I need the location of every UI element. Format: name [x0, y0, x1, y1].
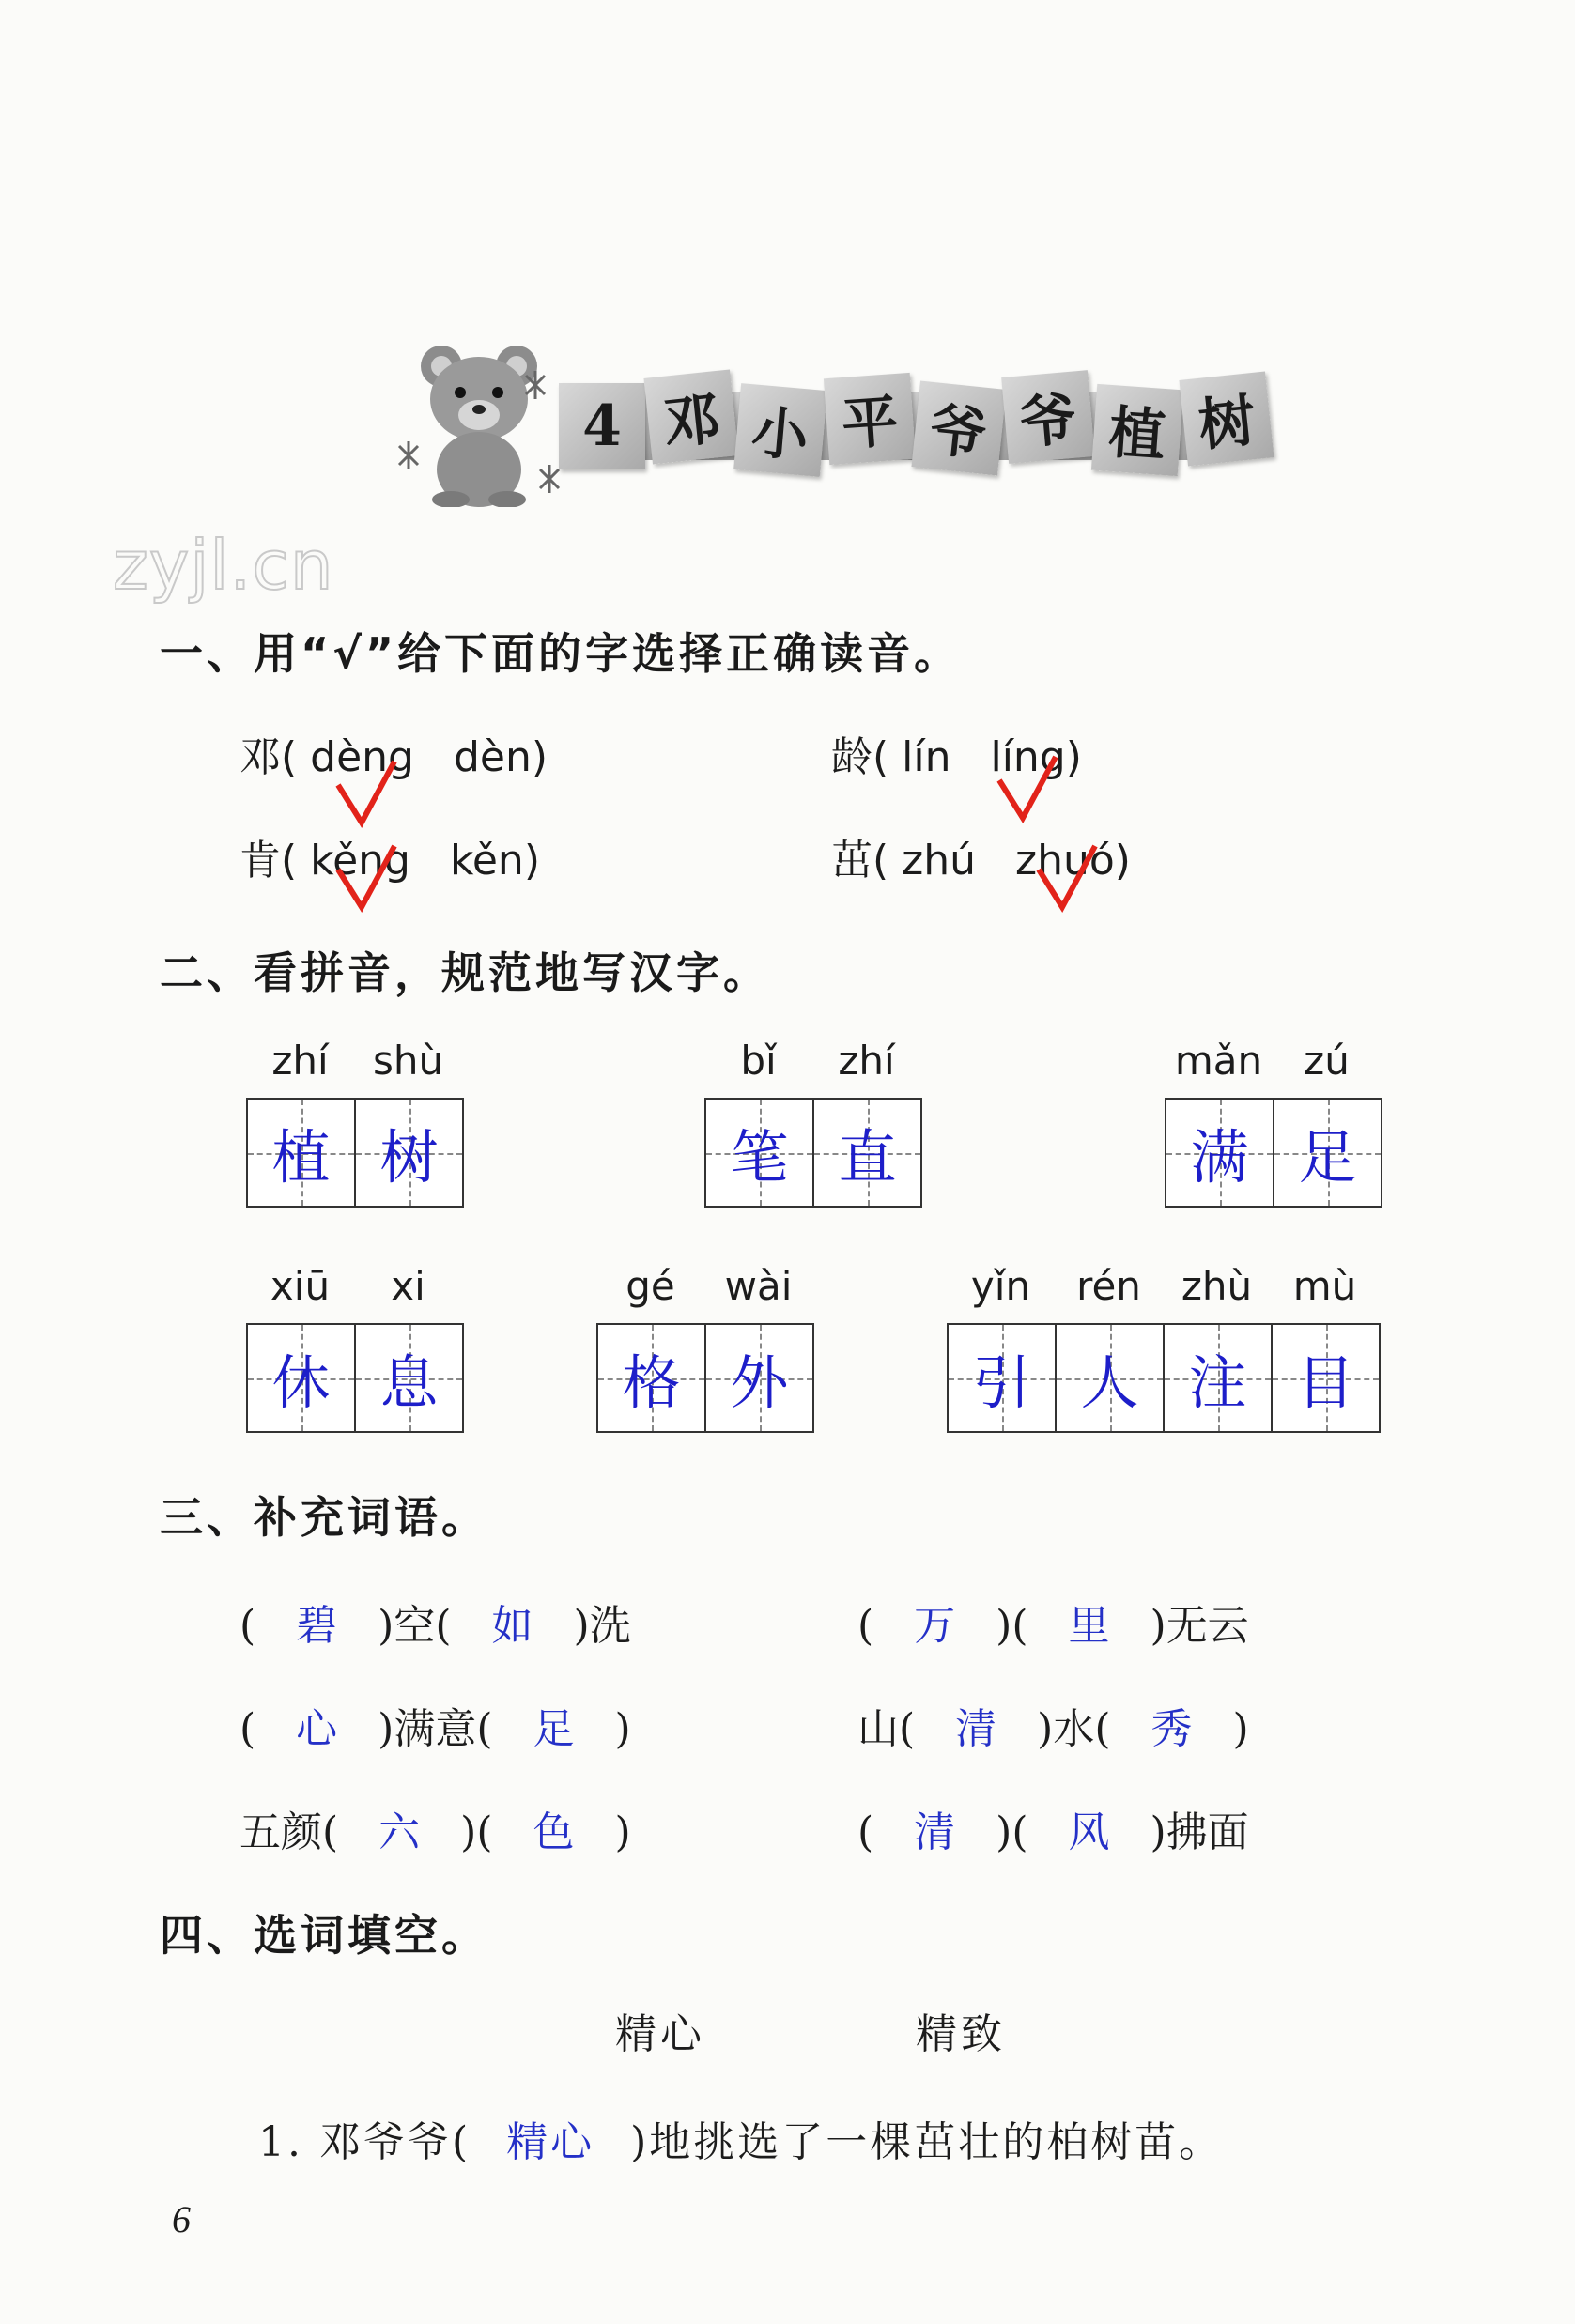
pinyin-label: xiū	[270, 1263, 331, 1309]
pinyin-option[interactable]: zhú	[902, 837, 977, 885]
writing-box[interactable]: 外	[704, 1325, 812, 1431]
idiom-text: 无云	[1166, 1602, 1249, 1650]
title-char: 爷	[1001, 370, 1095, 464]
writing-word	[704, 1038, 922, 1208]
answer-blank[interactable]: 心	[296, 1705, 338, 1753]
answer-blank[interactable]: 万	[914, 1602, 956, 1650]
idiom-text: 空	[394, 1602, 436, 1650]
idiom-text: 拂面	[1166, 1808, 1249, 1856]
pinyin-label: gé	[625, 1263, 675, 1309]
pinyin-option[interactable]: lín	[902, 733, 951, 781]
idiom-text: 满意	[394, 1705, 477, 1753]
pinyin-label: zhí	[838, 1038, 895, 1084]
pinyin-choice-item: 龄( lín líng )	[831, 723, 1082, 783]
idiom-text: 洗	[589, 1602, 631, 1650]
answer-blank[interactable]: 风	[1068, 1808, 1110, 1856]
watermark: zyjl.cn	[113, 526, 334, 605]
pinyin-choice-item: 邓( dèng dèn)	[239, 723, 548, 783]
writing-box[interactable]: 树	[354, 1100, 462, 1206]
pinyin-choice-item: 肯( kěng kěn)	[239, 826, 540, 886]
pinyin-label: shù	[372, 1038, 444, 1084]
writing-box[interactable]: 注	[1163, 1325, 1271, 1431]
question-char: 邓	[239, 733, 281, 781]
title-char: 平	[824, 373, 916, 465]
title-char: 树	[1179, 371, 1274, 466]
title-char: 邓	[643, 369, 738, 464]
writing-box[interactable]: 人	[1055, 1325, 1163, 1431]
idiom-text: 五颜	[239, 1808, 322, 1856]
pinyin-option[interactable]: zhuó	[1015, 837, 1115, 885]
idiom-fill-row: ( 心 )满意( 足 )	[239, 1695, 631, 1755]
pinyin-label: rén	[1076, 1263, 1141, 1309]
answer-blank[interactable]: 如	[491, 1602, 533, 1650]
sentence-question	[258, 2108, 1223, 2168]
section-4-title: 四、选词填空。	[160, 1910, 488, 1961]
section-1-title: 一、用“√”给下面的字选择正确读音。	[160, 628, 962, 679]
idiom-fill-row: ( 清 )( 风 )拂面	[857, 1798, 1249, 1858]
pinyin-label: zhí	[271, 1038, 329, 1084]
writing-box[interactable]: 格	[598, 1325, 704, 1431]
answer-blank[interactable]: 碧	[296, 1602, 338, 1650]
idiom-fill-row: 五颜( 六 )( 色 )	[239, 1798, 631, 1858]
writing-box[interactable]: 目	[1271, 1325, 1379, 1431]
idiom-fill-row: ( 碧 )空( 如 )洗	[239, 1592, 631, 1652]
page-number: 6	[172, 2198, 191, 2240]
pinyin-option[interactable]: kěn	[449, 837, 524, 885]
writing-word	[1165, 1038, 1382, 1208]
title-char: 植	[1091, 384, 1183, 476]
writing-word	[246, 1263, 464, 1433]
writing-word	[947, 1263, 1381, 1433]
title-char: 小	[733, 383, 827, 477]
writing-box[interactable]: 满	[1166, 1100, 1273, 1206]
section-3-title: 三、补充词语。	[160, 1492, 488, 1543]
pinyin-label: xi	[391, 1263, 425, 1309]
answer-blank[interactable]: 清	[914, 1808, 956, 1856]
pinyin-label: bǐ	[740, 1038, 777, 1084]
idiom-fill-row: 山( 清 )水( 秀 )	[857, 1695, 1249, 1755]
pinyin-option[interactable]: dèn	[453, 733, 532, 781]
word-choice: 精心	[615, 2010, 705, 2058]
pinyin-label: zú	[1304, 1038, 1350, 1084]
pinyin-option[interactable]: dèng	[310, 733, 414, 781]
pinyin-label: mù	[1292, 1263, 1357, 1309]
title-number: 4	[559, 383, 645, 469]
title-char: 爷	[911, 380, 1006, 475]
question-char: 龄	[831, 733, 872, 781]
pinyin-option[interactable]: kěng	[310, 837, 410, 885]
question-text: 1. 邓爷爷(	[258, 2118, 471, 2166]
pinyin-label: mǎn	[1174, 1038, 1263, 1084]
idiom-text: 山	[857, 1705, 899, 1753]
answer-blank[interactable]: 色	[533, 1808, 575, 1856]
question-char: 茁	[831, 837, 872, 885]
question-char: 肯	[239, 837, 281, 885]
answer-blank[interactable]: 足	[533, 1705, 575, 1753]
answer-blank[interactable]: 里	[1068, 1602, 1110, 1650]
writing-box[interactable]: 植	[248, 1100, 354, 1206]
question-text: )地挑选了一棵茁壮的柏树苗。	[630, 2118, 1224, 2166]
writing-word	[246, 1038, 464, 1208]
writing-box[interactable]: 笔	[706, 1100, 812, 1206]
pinyin-label: yǐn	[970, 1263, 1031, 1309]
pinyin-label: wài	[724, 1263, 793, 1309]
writing-box[interactable]: 引	[949, 1325, 1055, 1431]
answer-blank[interactable]: 秀	[1150, 1705, 1193, 1753]
answer-blank[interactable]: 清	[955, 1705, 997, 1753]
lesson-header	[385, 329, 1259, 507]
idiom-fill-row: ( 万 )( 里 )无云	[857, 1592, 1249, 1652]
pinyin-label: zhù	[1181, 1263, 1253, 1309]
answer-blank[interactable]: 六	[378, 1808, 421, 1856]
pinyin-choice-item: 茁( zhú zhuó )	[831, 826, 1131, 886]
section-2-title: 二、看拼音，规范地写汉字。	[160, 947, 770, 998]
pinyin-option[interactable]: líng	[990, 733, 1065, 781]
writing-box[interactable]: 休	[248, 1325, 354, 1431]
idiom-text: 水	[1053, 1705, 1095, 1753]
answer-blank[interactable]: 精心	[506, 2118, 595, 2166]
word-choice: 精致	[916, 2010, 1006, 2058]
writing-box[interactable]: 直	[812, 1100, 920, 1206]
writing-box[interactable]: 足	[1273, 1100, 1381, 1206]
writing-word	[596, 1263, 814, 1433]
writing-box[interactable]: 息	[354, 1325, 462, 1431]
bear-icon	[385, 329, 573, 507]
